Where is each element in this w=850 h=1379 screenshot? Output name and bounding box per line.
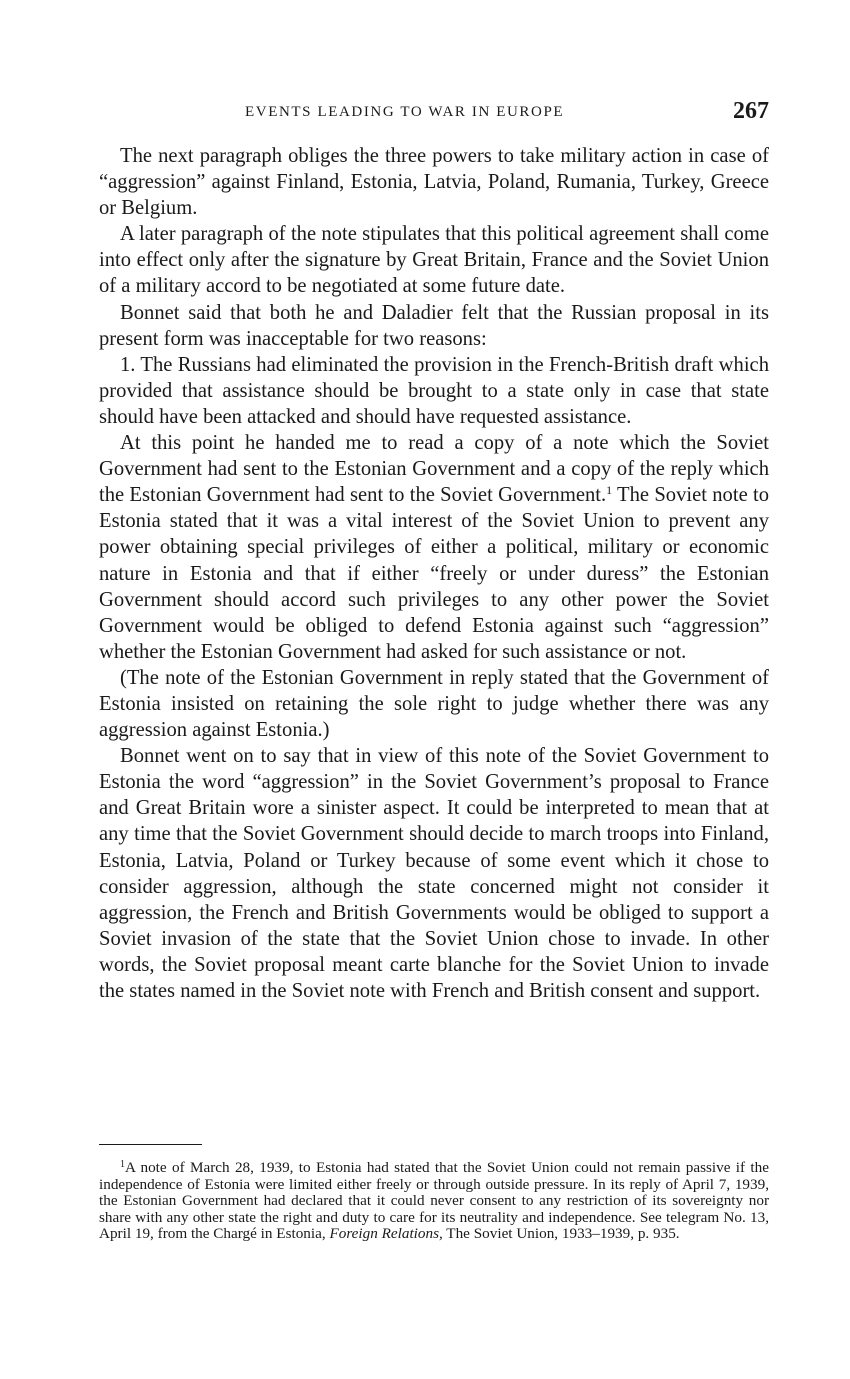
footnotes xyxy=(99,1160,769,1243)
paragraph xyxy=(99,430,769,665)
footnote-reference: 1 xyxy=(606,483,613,498)
footnote-italic-title: Foreign Relations, xyxy=(329,1225,443,1242)
paragraph: (The note of the Estonian Government in reply stated that the Government of Estonia insisted on retaining the sole right to judge whether there was any aggression against Estonia.) xyxy=(99,666,769,742)
paragraph: Bonnet said that both he and Daladier felt that the Russian proposal in its present form was inacceptable for two reasons: xyxy=(99,301,769,350)
page-number: 267 xyxy=(733,98,769,124)
footnote-text: A note of March 28, 1939, to Estonia had stated that the Soviet Union could not remain passive if the independence of Estonia were limited either freely or through outside pressure. In its reply of April 7, 1939, the Estonian Government had declared that it could never consent to any restriction of its sovereignty nor share with any other state the right and duty to care for its neutrality and independence. See telegram No. 13, April 19, from the Chargé in Estonia, xyxy=(99,1159,769,1242)
paragraph: 1. The Russians had eliminated the provision in the French-British draft which provided that assistance should be brought to a state only in case that state should have been attacked and should have requested assistance. xyxy=(99,353,769,428)
paragraph-text: At this point he handed me to read a copy of a note which the Soviet Government had sent to the Estonian Government and a copy of the reply which the Estonian Government had sent to the Soviet Government. xyxy=(99,432,769,507)
running-title: EVENTS LEADING TO WAR IN EUROPE xyxy=(245,104,565,120)
running-head xyxy=(99,98,769,128)
body-text xyxy=(99,143,769,1004)
footnote-text: The Soviet Union, 1933–1939, p. 935. xyxy=(442,1225,680,1242)
footnote-number: 1 xyxy=(120,1159,125,1170)
footnote-divider xyxy=(99,1144,202,1145)
paragraph: Bonnet went on to say that in view of this note of the Soviet Government to Estonia the word “aggression” in the Soviet Government’s proposal to France and Great Britain wore a sinister aspect. It could be interpreted to mean that at any time that the Soviet Government should decide to march troops into Finland, Estonia, Latvia, Poland or Turkey because of some event which it chose to consider aggression, although the state concerned might not consider it aggression, the French and British Governments would be obliged to support a Soviet invasion of the state that the Soviet Union chose to invade. In other words, the Soviet proposal meant carte blanche for the Soviet Union to invade the states named in the Soviet note with French and British consent and support. xyxy=(99,745,769,1002)
paragraph: The next paragraph obliges the three powers to take military action in case of “aggression” against Finland, Estonia, Latvia, Poland, Rumania, Turkey, Greece or Belgium. xyxy=(99,145,769,220)
footnote xyxy=(99,1160,769,1243)
paragraph-text: The Soviet note to Estonia stated that it was a vital interest of the Soviet Union to prevent any power obtaining special privileges of either a political, military or economic nature in Estonia and that if either “freely or under duress” the Estonian Government should accord such privileges to any other power the Soviet Government would be obliged to defend Estonia against such “aggression” whether the Estonian Government had asked for such assistance or not. xyxy=(99,484,769,663)
paragraph: A later paragraph of the note stipulates that this political agreement shall come into effect only after the signature by Great Britain, France and the Soviet Union of a military accord to be negotiated at some future date. xyxy=(99,223,769,298)
